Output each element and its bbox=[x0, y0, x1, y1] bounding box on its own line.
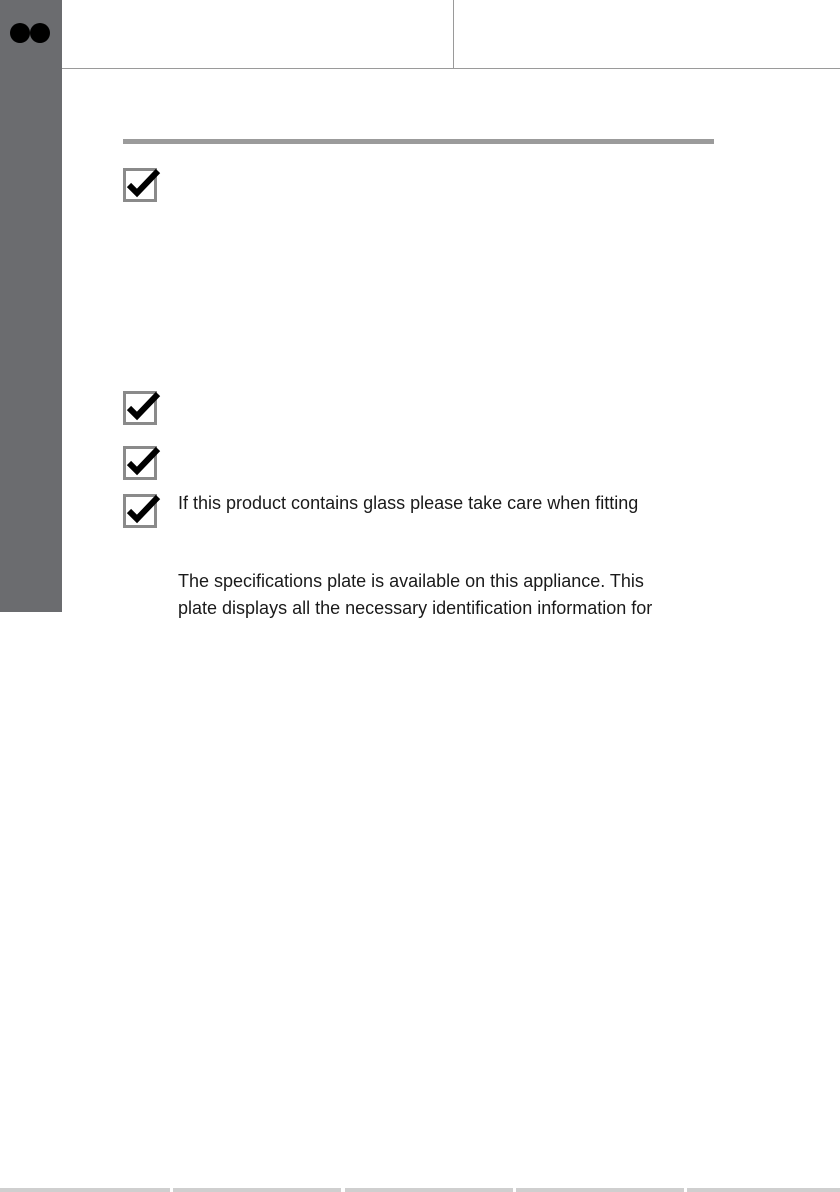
bottom-rule-segment bbox=[345, 1188, 513, 1192]
bottom-rule-segment bbox=[173, 1188, 341, 1192]
specifications-line-1: The specifications plate is available on this appliance. This bbox=[178, 571, 644, 591]
bottom-rule-segment bbox=[0, 1188, 170, 1192]
dot-left bbox=[10, 23, 30, 43]
header-divider bbox=[453, 0, 454, 68]
check-box-icon bbox=[123, 390, 157, 424]
check-box-icon bbox=[123, 445, 157, 479]
header-rule bbox=[62, 68, 840, 69]
check-box-icon bbox=[123, 167, 157, 201]
side-bar bbox=[0, 0, 62, 612]
bottom-rule-segment bbox=[516, 1188, 684, 1192]
dot-right bbox=[30, 23, 50, 43]
bottom-rule-segment bbox=[687, 1188, 840, 1192]
check-box-icon bbox=[123, 493, 157, 527]
glass-warning-text: If this product contains glass please take care when fitting bbox=[178, 493, 639, 513]
specifications-paragraph bbox=[178, 568, 652, 622]
section-rule bbox=[123, 139, 714, 144]
specifications-line-2: plate displays all the necessary identification information for bbox=[178, 598, 653, 618]
double-dot-icon bbox=[10, 23, 54, 43]
